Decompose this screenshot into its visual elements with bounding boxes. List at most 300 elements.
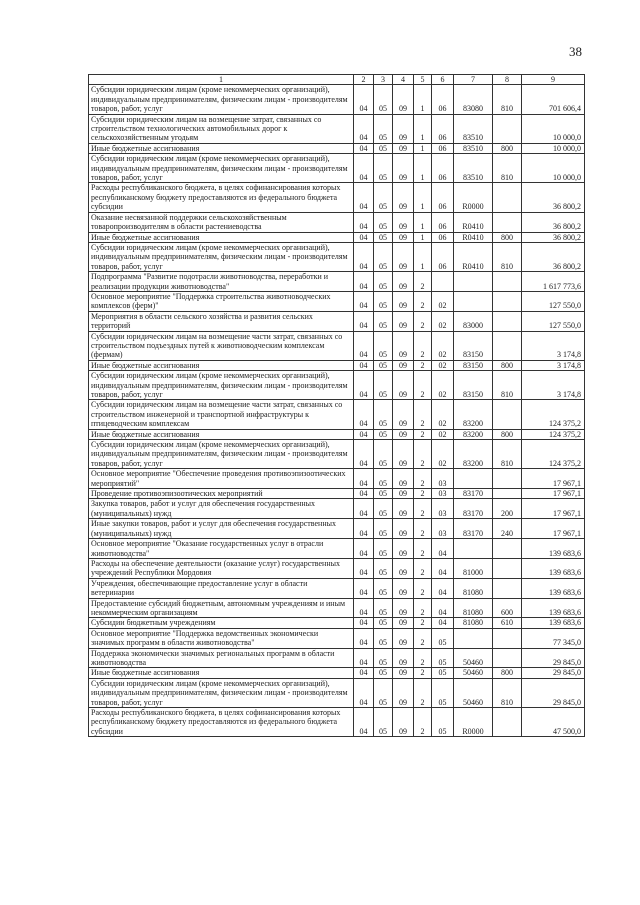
section-code-cell: 04: [354, 400, 374, 429]
subprogram-code-cell: 2: [414, 440, 432, 469]
table-row: [89, 143, 585, 153]
program-code-cell: 09: [393, 539, 414, 559]
direction-code-cell: 81000: [454, 558, 493, 578]
table-row: [89, 114, 585, 143]
expense-type-cell: 810: [493, 242, 522, 271]
table-row: [89, 311, 585, 331]
amount-cell: 29 845,0: [522, 668, 585, 678]
expense-type-cell: [493, 578, 522, 598]
program-code-cell: 09: [393, 648, 414, 668]
direction-code-cell: 81080: [454, 598, 493, 618]
subsection-code-cell: 05: [374, 628, 393, 648]
direction-code-cell: 83170: [454, 489, 493, 499]
amount-cell: 29 845,0: [522, 678, 585, 707]
subprogram-code-cell: 2: [414, 331, 432, 360]
row-name-cell: Иные бюджетные ассигнования: [89, 429, 354, 439]
program-code-cell: 09: [393, 429, 414, 439]
subprogram-code-cell: 2: [414, 618, 432, 628]
expense-type-cell: [493, 183, 522, 212]
expense-type-cell: 200: [493, 499, 522, 519]
section-code-cell: 04: [354, 668, 374, 678]
amount-cell: 29 845,0: [522, 648, 585, 668]
row-name-cell: Расходы республиканского бюджета, в целях софинансирования которых республиканскому бюджету предоставляются из федерального бюджета субсидии: [89, 708, 354, 737]
table-row: [89, 598, 585, 618]
subsection-code-cell: 05: [374, 232, 393, 242]
table-row: [89, 708, 585, 737]
subsection-code-cell: 05: [374, 578, 393, 598]
section-code-cell: 04: [354, 628, 374, 648]
amount-cell: 10 000,0: [522, 143, 585, 153]
program-code-cell: 09: [393, 85, 414, 114]
amount-cell: 124 375,2: [522, 440, 585, 469]
row-name-cell: Оказание несвязанной поддержки сельскохозяйственным товаропроизводителям в области растениеводства: [89, 212, 354, 232]
section-code-cell: 04: [354, 598, 374, 618]
subprogram-code-cell: 1: [414, 183, 432, 212]
expense-type-cell: [493, 708, 522, 737]
table-row: [89, 400, 585, 429]
amount-cell: 36 800,2: [522, 232, 585, 242]
subsection-code-cell: 05: [374, 678, 393, 707]
row-name-cell: Учреждения, обеспечивающие предоставление услуг в области ветеринарии: [89, 578, 354, 598]
expense-type-cell: 810: [493, 154, 522, 183]
row-name-cell: Субсидии юридическим лицам на возмещение части затрат, связанных со строительством инженерной и транспортной инфраструктуры к птицеводческим комплексам: [89, 400, 354, 429]
subsection-code-cell: 05: [374, 648, 393, 668]
direction-code-cell: 83150: [454, 360, 493, 370]
direction-code-cell: R0000: [454, 183, 493, 212]
program-code-cell: 09: [393, 232, 414, 242]
section-code-cell: 04: [354, 578, 374, 598]
measure-code-cell: 02: [432, 371, 454, 400]
amount-cell: 127 550,0: [522, 291, 585, 311]
measure-code-cell: 02: [432, 440, 454, 469]
subsection-code-cell: 05: [374, 183, 393, 212]
table-row: [89, 183, 585, 212]
measure-code-cell: 04: [432, 558, 454, 578]
direction-code-cell: 83200: [454, 429, 493, 439]
amount-cell: 10 000,0: [522, 114, 585, 143]
amount-cell: 36 800,2: [522, 242, 585, 271]
table-row: [89, 242, 585, 271]
subsection-code-cell: 05: [374, 429, 393, 439]
section-code-cell: 04: [354, 242, 374, 271]
section-code-cell: 04: [354, 489, 374, 499]
amount-cell: 3 174,8: [522, 360, 585, 370]
amount-cell: 139 683,6: [522, 578, 585, 598]
section-code-cell: 04: [354, 440, 374, 469]
subsection-code-cell: 05: [374, 371, 393, 400]
section-code-cell: 04: [354, 371, 374, 400]
subsection-code-cell: 05: [374, 400, 393, 429]
amount-cell: 3 174,8: [522, 331, 585, 360]
expense-type-cell: 810: [493, 371, 522, 400]
expense-type-cell: 800: [493, 360, 522, 370]
direction-code-cell: 83510: [454, 114, 493, 143]
amount-cell: 124 375,2: [522, 429, 585, 439]
amount-cell: 139 683,6: [522, 539, 585, 559]
expense-type-cell: [493, 489, 522, 499]
direction-code-cell: 83000: [454, 311, 493, 331]
expense-type-cell: 610: [493, 618, 522, 628]
program-code-cell: 09: [393, 242, 414, 271]
direction-code-cell: 83080: [454, 85, 493, 114]
measure-code-cell: 05: [432, 708, 454, 737]
measure-code-cell: 02: [432, 311, 454, 331]
expense-type-cell: [493, 272, 522, 292]
subsection-code-cell: 05: [374, 331, 393, 360]
expense-type-cell: 810: [493, 85, 522, 114]
row-name-cell: Предоставление субсидий бюджетным, автономным учреждениям и иным некоммерческим организациям: [89, 598, 354, 618]
measure-code-cell: 05: [432, 648, 454, 668]
amount-cell: 701 606,4: [522, 85, 585, 114]
program-code-cell: 09: [393, 114, 414, 143]
row-name-cell: Подпрограмма "Развитие подотрасли животноводства, переработки и реализации продукции животноводства": [89, 272, 354, 292]
amount-cell: 47 500,0: [522, 708, 585, 737]
section-code-cell: 04: [354, 272, 374, 292]
expense-type-cell: [493, 212, 522, 232]
row-name-cell: Основное мероприятие "Обеспечение проведения противоэпизоотических мероприятий": [89, 469, 354, 489]
subsection-code-cell: 05: [374, 272, 393, 292]
measure-code-cell: 06: [432, 114, 454, 143]
direction-code-cell: 83510: [454, 154, 493, 183]
subsection-code-cell: 05: [374, 539, 393, 559]
header-cell: 4: [393, 75, 414, 85]
direction-code-cell: 83200: [454, 440, 493, 469]
direction-code-cell: 83170: [454, 499, 493, 519]
subsection-code-cell: 05: [374, 668, 393, 678]
section-code-cell: 04: [354, 114, 374, 143]
program-code-cell: 09: [393, 499, 414, 519]
measure-code-cell: 05: [432, 678, 454, 707]
section-code-cell: 04: [354, 539, 374, 559]
row-name-cell: Субсидии юридическим лицам (кроме некоммерческих организаций), индивидуальным предпринимателям, физическим лицам - производителям товаров, работ, услуг: [89, 242, 354, 271]
table-row: [89, 558, 585, 578]
table-row: [89, 331, 585, 360]
expense-type-cell: 600: [493, 598, 522, 618]
program-code-cell: 09: [393, 668, 414, 678]
direction-code-cell: [454, 272, 493, 292]
measure-code-cell: 02: [432, 360, 454, 370]
amount-cell: 124 375,2: [522, 400, 585, 429]
table-row: [89, 618, 585, 628]
amount-cell: 17 967,1: [522, 519, 585, 539]
amount-cell: 3 174,8: [522, 371, 585, 400]
expense-type-cell: [493, 114, 522, 143]
direction-code-cell: 50460: [454, 678, 493, 707]
expense-type-cell: 810: [493, 440, 522, 469]
subprogram-code-cell: 2: [414, 668, 432, 678]
subprogram-code-cell: 1: [414, 85, 432, 114]
subprogram-code-cell: 2: [414, 360, 432, 370]
subprogram-code-cell: 2: [414, 558, 432, 578]
row-name-cell: Мероприятия в области сельского хозяйства и развития сельских территорий: [89, 311, 354, 331]
row-name-cell: Расходы республиканского бюджета, в целях софинансирования которых республиканскому бюджету предоставляются из федерального бюджета субсидии: [89, 183, 354, 212]
section-code-cell: 04: [354, 678, 374, 707]
row-name-cell: Субсидии юридическим лицам (кроме некоммерческих организаций), индивидуальным предпринимателям, физическим лицам - производителям товаров, работ, услуг: [89, 154, 354, 183]
section-code-cell: 04: [354, 648, 374, 668]
section-code-cell: 04: [354, 183, 374, 212]
subsection-code-cell: 05: [374, 311, 393, 331]
direction-code-cell: R0000: [454, 708, 493, 737]
program-code-cell: 09: [393, 489, 414, 499]
program-code-cell: 09: [393, 400, 414, 429]
table-row: [89, 499, 585, 519]
subprogram-code-cell: 2: [414, 489, 432, 499]
subprogram-code-cell: 1: [414, 232, 432, 242]
subsection-code-cell: 05: [374, 114, 393, 143]
expense-type-cell: [493, 291, 522, 311]
subprogram-code-cell: 2: [414, 371, 432, 400]
subsection-code-cell: 05: [374, 708, 393, 737]
section-code-cell: 04: [354, 154, 374, 183]
header-cell: 9: [522, 75, 585, 85]
row-name-cell: Основное мероприятие "Поддержка строительства животноводческих комплексов (ферм)": [89, 291, 354, 311]
row-name-cell: Расходы на обеспечение деятельности (оказание услуг) государственных учреждений Республики Мордовия: [89, 558, 354, 578]
subprogram-code-cell: 2: [414, 400, 432, 429]
measure-code-cell: 02: [432, 291, 454, 311]
subprogram-code-cell: 2: [414, 429, 432, 439]
table-row: [89, 429, 585, 439]
expense-type-cell: [493, 558, 522, 578]
amount-cell: 36 800,2: [522, 183, 585, 212]
measure-code-cell: 04: [432, 578, 454, 598]
section-code-cell: 04: [354, 143, 374, 153]
table-row: [89, 154, 585, 183]
amount-cell: 1 617 773,6: [522, 272, 585, 292]
subprogram-code-cell: 2: [414, 311, 432, 331]
direction-code-cell: 83200: [454, 400, 493, 429]
measure-code-cell: 03: [432, 489, 454, 499]
program-code-cell: 09: [393, 440, 414, 469]
amount-cell: 17 967,1: [522, 499, 585, 519]
table-row: [89, 648, 585, 668]
table-row: [89, 628, 585, 648]
amount-cell: 139 683,6: [522, 618, 585, 628]
subprogram-code-cell: 1: [414, 242, 432, 271]
measure-code-cell: 06: [432, 242, 454, 271]
expense-type-cell: [493, 331, 522, 360]
table-row: [89, 371, 585, 400]
measure-code-cell: [432, 272, 454, 292]
direction-code-cell: [454, 469, 493, 489]
program-code-cell: 09: [393, 678, 414, 707]
measure-code-cell: 03: [432, 499, 454, 519]
table-row: [89, 291, 585, 311]
row-name-cell: Иные бюджетные ассигнования: [89, 360, 354, 370]
subprogram-code-cell: 2: [414, 708, 432, 737]
section-code-cell: 04: [354, 85, 374, 114]
row-name-cell: Субсидии бюджетным учреждениям: [89, 618, 354, 628]
direction-code-cell: 50460: [454, 668, 493, 678]
subprogram-code-cell: 2: [414, 648, 432, 668]
amount-cell: 17 967,1: [522, 489, 585, 499]
row-name-cell: Субсидии юридическим лицам на возмещение части затрат, связанных со строительством подъездных путей к животноводческим комплексам (фермам): [89, 331, 354, 360]
row-name-cell: Иные бюджетные ассигнования: [89, 668, 354, 678]
direction-code-cell: 81080: [454, 618, 493, 628]
section-code-cell: 04: [354, 618, 374, 628]
direction-code-cell: 83510: [454, 143, 493, 153]
program-code-cell: 09: [393, 183, 414, 212]
subsection-code-cell: 05: [374, 85, 393, 114]
measure-code-cell: 02: [432, 331, 454, 360]
program-code-cell: 09: [393, 628, 414, 648]
expense-type-cell: 800: [493, 668, 522, 678]
table-row: [89, 232, 585, 242]
budget-table: [88, 74, 585, 737]
subprogram-code-cell: 1: [414, 154, 432, 183]
subsection-code-cell: 05: [374, 519, 393, 539]
amount-cell: 77 345,0: [522, 628, 585, 648]
section-code-cell: 04: [354, 291, 374, 311]
program-code-cell: 09: [393, 558, 414, 578]
section-code-cell: 04: [354, 558, 374, 578]
program-code-cell: 09: [393, 212, 414, 232]
program-code-cell: 09: [393, 371, 414, 400]
measure-code-cell: 02: [432, 429, 454, 439]
direction-code-cell: 83170: [454, 519, 493, 539]
measure-code-cell: 06: [432, 183, 454, 212]
table-row: [89, 212, 585, 232]
table-row: [89, 272, 585, 292]
subsection-code-cell: 05: [374, 154, 393, 183]
table-header-row: [89, 75, 585, 85]
subsection-code-cell: 05: [374, 242, 393, 271]
subsection-code-cell: 05: [374, 212, 393, 232]
program-code-cell: 09: [393, 143, 414, 153]
direction-code-cell: [454, 539, 493, 559]
subsection-code-cell: 05: [374, 558, 393, 578]
subprogram-code-cell: 2: [414, 598, 432, 618]
amount-cell: 10 000,0: [522, 154, 585, 183]
subsection-code-cell: 05: [374, 440, 393, 469]
subsection-code-cell: 05: [374, 291, 393, 311]
subprogram-code-cell: 1: [414, 143, 432, 153]
expense-type-cell: 800: [493, 429, 522, 439]
measure-code-cell: 03: [432, 519, 454, 539]
table-row: [89, 668, 585, 678]
direction-code-cell: 81080: [454, 578, 493, 598]
subsection-code-cell: 05: [374, 469, 393, 489]
program-code-cell: 09: [393, 154, 414, 183]
amount-cell: 139 683,6: [522, 598, 585, 618]
row-name-cell: Основное мероприятие "Оказание государственных услуг в отрасли животноводства": [89, 539, 354, 559]
program-code-cell: 09: [393, 578, 414, 598]
measure-code-cell: 03: [432, 469, 454, 489]
program-code-cell: 09: [393, 598, 414, 618]
measure-code-cell: 06: [432, 232, 454, 242]
section-code-cell: 04: [354, 499, 374, 519]
table-row: [89, 469, 585, 489]
row-name-cell: Закупка товаров, работ и услуг для обеспечения государственных (муниципальных) нужд: [89, 499, 354, 519]
section-code-cell: 04: [354, 469, 374, 489]
direction-code-cell: 83150: [454, 331, 493, 360]
measure-code-cell: 02: [432, 400, 454, 429]
subprogram-code-cell: 2: [414, 678, 432, 707]
subsection-code-cell: 05: [374, 360, 393, 370]
table-row: [89, 519, 585, 539]
table-row: [89, 489, 585, 499]
header-cell: 8: [493, 75, 522, 85]
section-code-cell: 04: [354, 311, 374, 331]
section-code-cell: 04: [354, 232, 374, 242]
subsection-code-cell: 05: [374, 489, 393, 499]
subsection-code-cell: 05: [374, 499, 393, 519]
program-code-cell: 09: [393, 311, 414, 331]
program-code-cell: 09: [393, 708, 414, 737]
measure-code-cell: 05: [432, 628, 454, 648]
measure-code-cell: 04: [432, 598, 454, 618]
measure-code-cell: 04: [432, 618, 454, 628]
row-name-cell: Иные бюджетные ассигнования: [89, 143, 354, 153]
expense-type-cell: 810: [493, 678, 522, 707]
program-code-cell: 09: [393, 618, 414, 628]
expense-type-cell: [493, 400, 522, 429]
row-name-cell: Субсидии юридическим лицам (кроме некоммерческих организаций), индивидуальным предпринимателям, физическим лицам - производителям товаров, работ, услуг: [89, 85, 354, 114]
table-row: [89, 539, 585, 559]
table-row: [89, 440, 585, 469]
table-row: [89, 678, 585, 707]
section-code-cell: 04: [354, 519, 374, 539]
expense-type-cell: [493, 628, 522, 648]
table-row: [89, 360, 585, 370]
direction-code-cell: 50460: [454, 648, 493, 668]
row-name-cell: Поддержка экономически значимых региональных программ в области животноводства: [89, 648, 354, 668]
subprogram-code-cell: 1: [414, 114, 432, 143]
subsection-code-cell: 05: [374, 618, 393, 628]
subprogram-code-cell: 2: [414, 578, 432, 598]
measure-code-cell: 06: [432, 143, 454, 153]
subprogram-code-cell: 2: [414, 539, 432, 559]
subprogram-code-cell: 2: [414, 628, 432, 648]
direction-code-cell: [454, 628, 493, 648]
header-cell: 1: [89, 75, 354, 85]
section-code-cell: 04: [354, 360, 374, 370]
amount-cell: 36 800,2: [522, 212, 585, 232]
table-row: [89, 85, 585, 114]
header-cell: 6: [432, 75, 454, 85]
header-cell: 2: [354, 75, 374, 85]
row-name-cell: Субсидии юридическим лицам (кроме некоммерческих организаций), индивидуальным предпринимателям, физическим лицам - производителям товаров, работ, услуг: [89, 371, 354, 400]
subsection-code-cell: 05: [374, 598, 393, 618]
section-code-cell: 04: [354, 212, 374, 232]
header-cell: 5: [414, 75, 432, 85]
direction-code-cell: R0410: [454, 212, 493, 232]
amount-cell: 127 550,0: [522, 311, 585, 331]
expense-type-cell: [493, 539, 522, 559]
amount-cell: 17 967,1: [522, 469, 585, 489]
subprogram-code-cell: 1: [414, 212, 432, 232]
measure-code-cell: 06: [432, 154, 454, 183]
measure-code-cell: 05: [432, 668, 454, 678]
row-name-cell: Субсидии юридическим лицам (кроме некоммерческих организаций), индивидуальным предпринимателям, физическим лицам - производителям товаров, работ, услуг: [89, 678, 354, 707]
section-code-cell: 04: [354, 429, 374, 439]
header-cell: 3: [374, 75, 393, 85]
row-name-cell: Субсидии юридическим лицам на возмещение затрат, связанных со строительством технологических автомобильных дорог к сельскохозяйственным угодьям: [89, 114, 354, 143]
table-row: [89, 578, 585, 598]
expense-type-cell: 800: [493, 232, 522, 242]
program-code-cell: 09: [393, 272, 414, 292]
header-cell: 7: [454, 75, 493, 85]
subsection-code-cell: 05: [374, 143, 393, 153]
expense-type-cell: [493, 311, 522, 331]
page-number: 38: [569, 44, 582, 59]
program-code-cell: 09: [393, 331, 414, 360]
expense-type-cell: 800: [493, 143, 522, 153]
subprogram-code-cell: 2: [414, 499, 432, 519]
subprogram-code-cell: 2: [414, 519, 432, 539]
subprogram-code-cell: 2: [414, 272, 432, 292]
expense-type-cell: [493, 469, 522, 489]
row-name-cell: Иные закупки товаров, работ и услуг для обеспечения государственных (муниципальных) нужд: [89, 519, 354, 539]
